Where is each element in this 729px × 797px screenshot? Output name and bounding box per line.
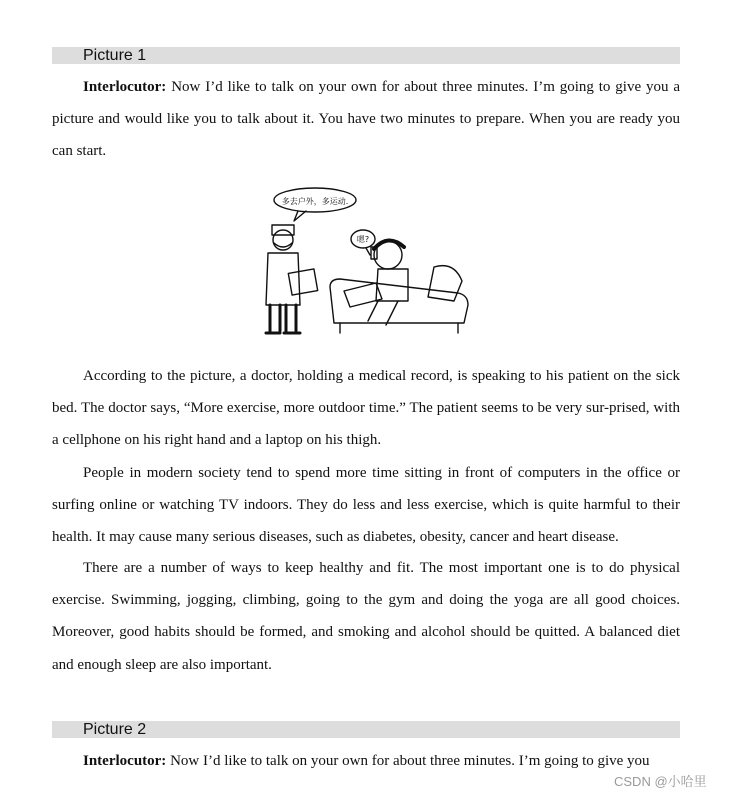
patient-speech-text: 嗯?	[356, 235, 370, 244]
doctor-coat	[266, 253, 300, 305]
answer-paragraph-3: There are a number of ways to keep healthy and fit. The most important one is to do physical exercise. Swimming, jogging, climbing, going to the gym and doing the yoga are all good choices. Moreover, good habits should be formed, and smoking and alcohol should be quitted. A balanced diet and enough sleep are also important.	[52, 560, 680, 673]
doctor-speech-text: 多去户外，多运动.	[281, 197, 349, 206]
csdn-watermark: CSDN @小哈里	[614, 774, 707, 789]
pillow	[428, 266, 462, 301]
speaker-label: Interlocutor:	[83, 79, 167, 95]
medical-record	[288, 269, 317, 295]
doctor-patient-illustration	[258, 183, 478, 338]
answer-paragraph-1: According to the picture, a doctor, holding a medical record, is speaking to his patient on the sick bed. The doctor says, “More exercise, more outdoor time.” The patient seems to be very sur-prised, with a cellphone on his right hand and a laptop on his thigh.	[52, 368, 680, 449]
speaker-label: Interlocutor:	[83, 753, 167, 769]
interlocutor-prompt-2	[52, 745, 680, 777]
section-heading-picture-2	[52, 721, 680, 738]
heading-text: Picture 2	[83, 721, 147, 738]
prompt-text: Now I’d like to talk on your own for about three minutes. I’m going to give you	[170, 753, 650, 769]
interlocutor-prompt-1	[52, 71, 680, 168]
prompt-text: Now I’d like to talk on your own for about three minutes. I’m going to give you a picture and would like you to talk about it. You have two minutes to prepare. When you are ready you can start.	[52, 79, 681, 160]
section-heading-picture-1	[52, 47, 680, 64]
answer-paragraph-2: People in modern society tend to spend more time sitting in front of computers in the office or surfing online or watching TV indoors. They do less and less exercise, which is quite harmful to their health. It may cause many serious diseases, such as diabetes, obesity, cancer and heart disease.	[52, 465, 680, 546]
heading-text: Picture 1	[83, 47, 147, 64]
